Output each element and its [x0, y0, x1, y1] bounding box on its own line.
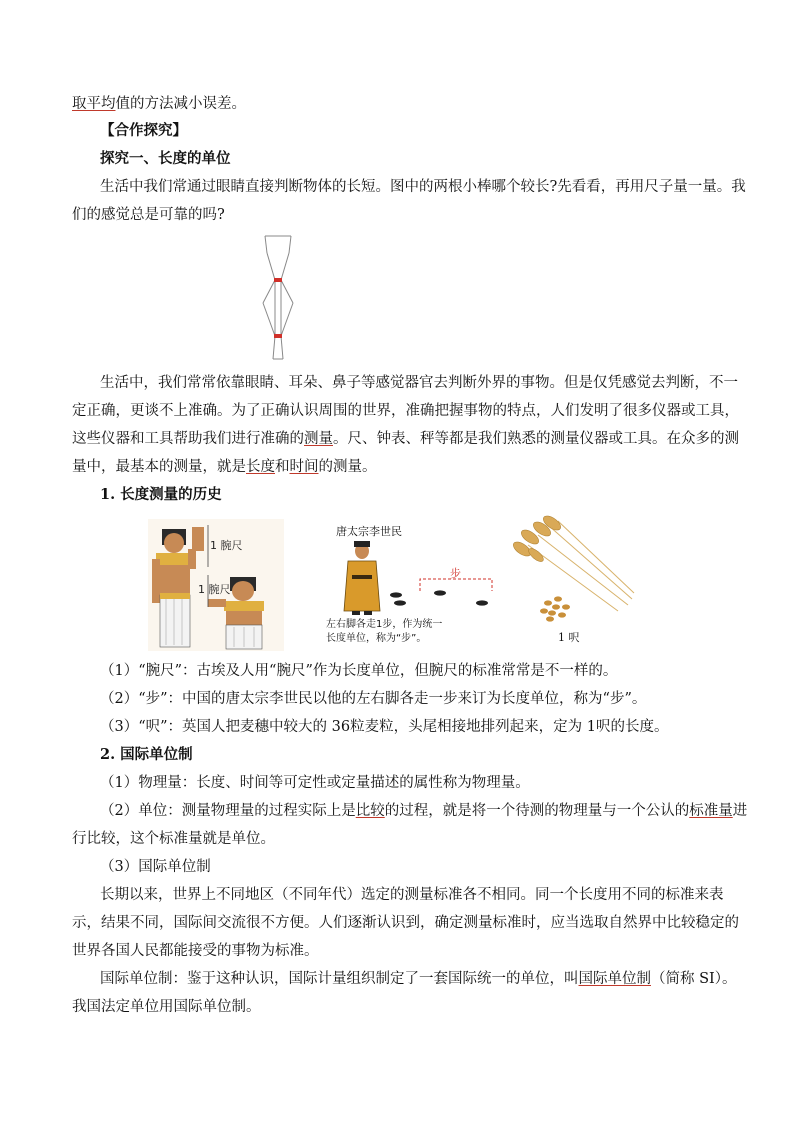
paragraph-1-line-1: 生活中我们常通过眼睛直接判断物体的长短。图中的两根小棒哪个较长?先看看，再用尺子量一量。我: [100, 179, 746, 195]
heading-history: 1. 长度测量的历史: [100, 486, 222, 503]
underlined-term: 时间: [289, 459, 319, 475]
si-item-2-line-1: （2）单位：测量物理量的过程实际上是比较的过程，就是将一个待测的物理量与一个公认的标准量进: [100, 803, 748, 819]
paragraph-2-line-3: 这些仪器和工具帮助我们进行准确的测量。尺、钟表、秤等都是我们熟悉的测量仪器或工具。在众多的测: [72, 431, 739, 447]
paragraph-2-line-4: 量中，最基本的测量，就是长度和时间的测量。: [72, 459, 377, 475]
egypt-cubit-figure: [148, 519, 284, 651]
line-intro: 取平均值的方法减小误差。: [72, 96, 246, 112]
heading-si: 2. 国际单位制: [100, 746, 193, 763]
underlined-term: 国际单位制: [578, 971, 651, 987]
heading-explore-1: 探究一、长度的单位: [100, 150, 231, 167]
paragraph-3-line-2: 示，结果不同，国际间交流很不方便。人们逐渐认识到，确定测量标准时，应当选取自然界中比较稳定的: [72, 915, 739, 931]
underlined-term: 比较: [355, 803, 385, 819]
tang-step-figure: [322, 519, 502, 651]
underlined-term: 标准量: [689, 803, 733, 819]
stick-illusion-figure: [255, 233, 315, 363]
tang-figure-title: 唐太宗李世民: [336, 525, 402, 538]
history-item-3: （3）“呎”：英国人把麦穗中较大的 36粒麦粒，头尾相接地排列起来，定为 1呎的长度。: [100, 719, 669, 735]
paragraph-4-line-1: 国际单位制：鉴于这种认识，国际计量组织制定了一套国际统一的单位，叫国际单位制（简称 SI）。: [100, 971, 737, 987]
paragraph-1-line-2: 们的感觉总是可靠的吗?: [72, 207, 225, 223]
paragraph-3-line-1: 长期以来，世界上不同地区（不同年代）选定的测量标准各不相同。同一个长度用不同的标准来表: [100, 887, 724, 903]
cubit-label-top: 1 腕尺: [210, 539, 243, 552]
underlined-term: 测量: [304, 431, 333, 447]
si-item-2-line-2: 行比较，这个标准量就是单位。: [72, 831, 275, 847]
tang-caption-line-2: 长度单位，称为“步”。: [326, 633, 427, 644]
paragraph-3-line-3: 世界各国人民都能接受的事物为标准。: [72, 943, 319, 959]
step-label: 步: [450, 567, 461, 580]
wheat-figure: [508, 515, 638, 651]
cubit-label-bottom: 1 腕尺: [198, 583, 231, 596]
underlined-term: 长度: [246, 459, 275, 475]
stick-mark-upper: [274, 278, 282, 282]
history-item-1: （1）“腕尺”：古埃及人用“腕尺”作为长度单位，但腕尺的标准常常是不一样的。: [100, 663, 618, 679]
stick-mark-lower: [274, 334, 282, 338]
history-item-2: （2）“步”：中国的唐太宗李世民以他的左右脚各走一步来订为长度单位，称为“步”。: [100, 691, 647, 707]
si-item-3: （3）国际单位制: [100, 859, 211, 875]
wheat-caption: 1 呎: [558, 631, 580, 644]
heading-cooperative: 【合作探究】: [100, 122, 187, 139]
underlined-term: 取平均: [72, 96, 116, 112]
si-item-1: （1）物理量：长度、时间等可定性或定量描述的属性称为物理量。: [100, 775, 530, 791]
paragraph-2-line-2: 定正确，更谈不上准确。为了正确认识周围的世界，准确把握事物的特点，人们发明了很多仪器或工具，: [72, 403, 739, 419]
paragraph-2-line-1: 生活中，我们常常依靠眼睛、耳朵、鼻子等感觉器官去判断外界的事物。但是仅凭感觉去判断，不一: [100, 375, 738, 391]
tang-caption-line-1: 左右脚各走1步，作为统一: [326, 619, 443, 630]
paragraph-4-line-2: 我国法定单位用国际单位制。: [72, 999, 261, 1015]
